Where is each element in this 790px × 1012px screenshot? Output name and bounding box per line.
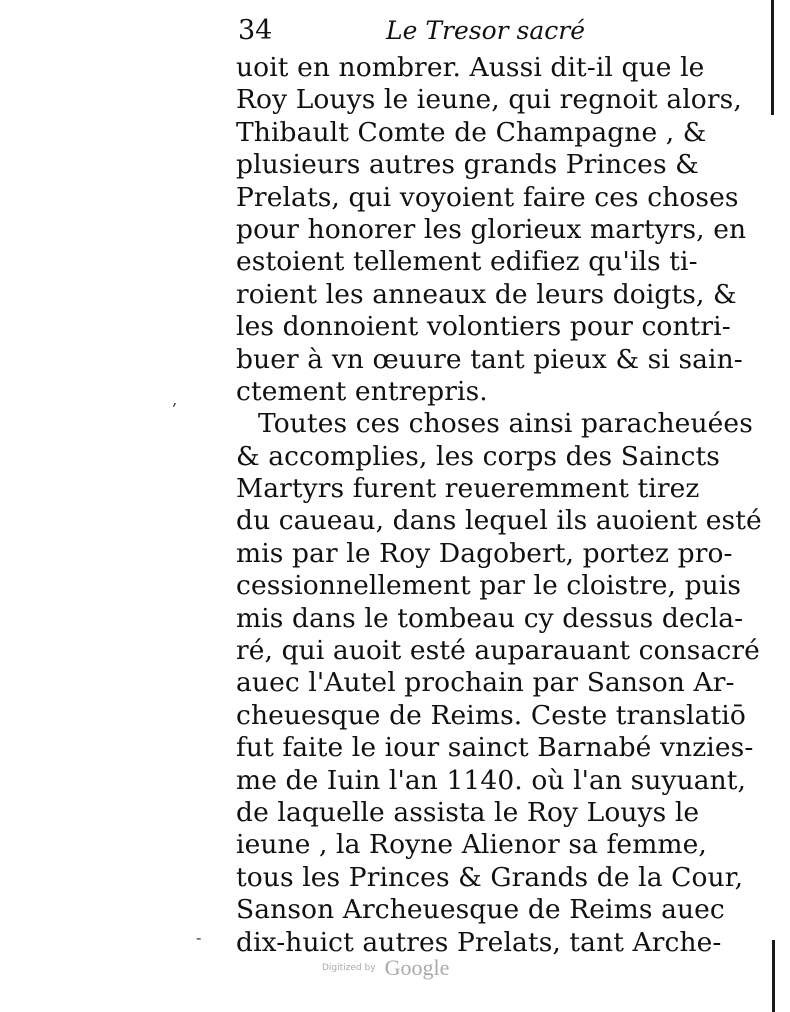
text-line: roient les anneaux de leurs doigts, &: [236, 278, 737, 310]
text-line: du caueau, dans lequel ils auoient esté: [236, 505, 762, 537]
text-line: cheuesque de Reims. Ceste translatiō: [236, 699, 746, 731]
text-line: mis dans le tombeau cy dessus decla-: [236, 602, 744, 634]
page-number: 34: [238, 15, 273, 46]
text-line: auec l'Autel prochain par Sanson Ar-: [236, 667, 735, 699]
page-header: [238, 14, 678, 48]
margin-dash: -: [196, 928, 202, 947]
text-line: Roy Louys le ieune, qui regnoit alors,: [236, 84, 742, 116]
text-line: Martyrs furent reueremment tirez: [236, 473, 700, 505]
text-line: cessionnellement par le cloistre, puis: [236, 570, 742, 602]
paragraph-start-line: Toutes ces choses ainsi paracheuées: [258, 408, 753, 440]
watermark-brand: Google: [384, 955, 450, 980]
page-edge-line-bottom: [772, 940, 775, 1012]
running-head: Le Tresor sacré: [386, 16, 586, 45]
text-line: mis par le Roy Dagobert, portez pro-: [236, 537, 733, 569]
digitized-watermark: [322, 955, 449, 981]
text-line: ieune , la Royne Alienor sa femme,: [236, 829, 707, 861]
text-line: pour honorer les glorieux martyrs, en: [236, 213, 747, 245]
margin-mark: ‚: [172, 390, 178, 409]
text-line: de laquelle assista le Roy Louys le: [236, 796, 700, 828]
text-line: ré, qui auoit esté auparauant consacré: [236, 635, 760, 667]
text-line: uoit en nombrer. Aussi dit-il que le: [236, 52, 705, 83]
text-line: dix-huict autres Prelats, tant Arche-: [236, 926, 722, 958]
text-line: Prelats, qui voyoient faire ces choses: [236, 181, 739, 213]
text-line: fut faite le iour sainct Barnabé vnzies-: [236, 732, 754, 764]
text-line: ctement entrepris.: [236, 375, 488, 407]
page-edge-line: [771, 0, 774, 115]
text-line: estoient tellement edifiez qu'ils ti-: [236, 246, 698, 278]
text-line: Sanson Archeuesque de Reims auec: [236, 894, 725, 926]
text-line: Thibault Comte de Champagne , &: [236, 116, 707, 148]
text-line: tous les Princes & Grands de la Cour,: [236, 861, 744, 893]
watermark-prefix: Digitized by: [322, 963, 376, 973]
text-line: les donnoient volontiers pour contri-: [236, 311, 731, 343]
body-text: [236, 52, 762, 959]
text-line: me de Iuin l'an 1140. où l'an suyuant,: [236, 764, 747, 796]
text-line: buer à vn œuure tant pieux & si sain-: [236, 343, 743, 375]
text-line: & accomplies, les corps des Saincts: [236, 440, 721, 472]
text-line: plusieurs autres grands Princes &: [236, 149, 699, 181]
